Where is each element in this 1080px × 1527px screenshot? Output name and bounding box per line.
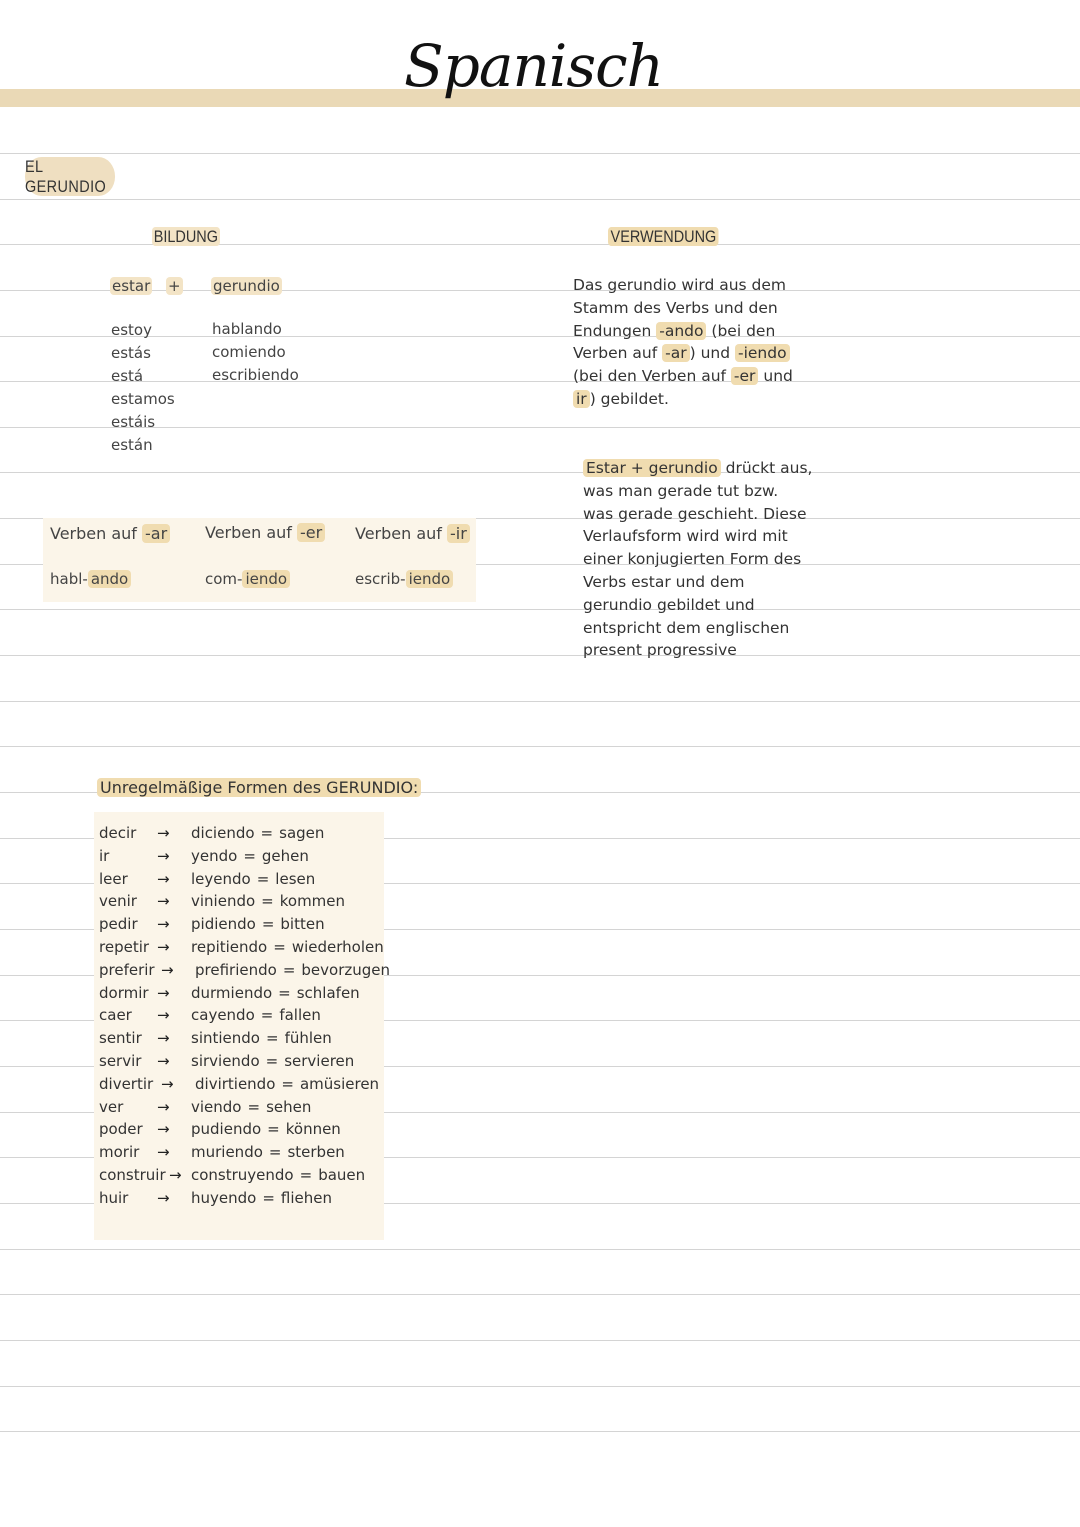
equals-sign: =	[265, 1029, 279, 1048]
german-meaning: servieren	[284, 1052, 355, 1070]
german-meaning: fühlen	[284, 1029, 332, 1048]
arrow-right-icon: →	[161, 1074, 174, 1093]
arrow-right-icon: →	[157, 915, 170, 934]
verwendung-paragraph-2: Estar + gerundio drückt aus, was man gerade tut bzw. was gerade geschieht. Diese Verlaufsform wird wird mit einer konjugierten Form des Verbs estar und dem gerundio gebildet und entspricht dem englischen present progressive	[583, 459, 813, 660]
infinitive: ver	[99, 1097, 124, 1116]
irregular-form-row	[99, 1166, 365, 1188]
gerundio-form: prefiriendo	[195, 960, 277, 979]
equals-sign: =	[256, 869, 270, 888]
irregular-heading: Unregelmäßige Formen des GERUNDIO:	[97, 778, 421, 797]
gerundio-form: repitiendo	[191, 938, 268, 956]
infinitive: poder	[99, 1120, 143, 1139]
infinitive: servir	[99, 1052, 142, 1070]
arrow-right-icon: →	[157, 824, 170, 842]
equals-sign: =	[243, 846, 256, 865]
irregular-form-row	[99, 892, 345, 914]
equals-sign: =	[299, 1166, 313, 1184]
german-meaning: wiederholen	[291, 938, 384, 956]
german-meaning: kommen	[279, 892, 346, 911]
gerundio-example: escribiendo	[212, 366, 299, 384]
gerundio-form: pudiendo	[191, 1120, 262, 1139]
topic-label: EL GERUNDIO	[25, 157, 115, 196]
page-title: Spanisch	[404, 32, 663, 100]
irregular-form-row	[99, 824, 324, 846]
endings-example-er: com- iendo	[205, 570, 290, 588]
formula-estar: estar	[112, 277, 151, 295]
equals-sign: =	[261, 892, 274, 911]
infinitive: construir	[99, 1166, 166, 1184]
estar-form: estoy	[111, 321, 152, 339]
gerundio-form: cayendo	[191, 1006, 255, 1025]
german-meaning: sterben	[287, 1143, 345, 1162]
arrow-right-icon: →	[157, 1097, 170, 1116]
equals-sign: =	[278, 983, 291, 1002]
german-meaning: fliehen	[280, 1188, 332, 1207]
infinitive: sentir	[99, 1029, 142, 1048]
irregular-form-row	[99, 938, 384, 960]
german-meaning: bitten	[280, 915, 325, 934]
irregular-form-row	[99, 1029, 332, 1051]
equals-sign: =	[261, 915, 275, 934]
german-meaning: können	[285, 1120, 341, 1139]
irregular-form-row	[99, 870, 315, 892]
infinitive: preferir	[99, 960, 155, 979]
formula-plus: +	[168, 277, 181, 295]
endings-example-ir: escrib- iendo	[355, 570, 453, 588]
verwendung-paragraph-1: Das gerundio wird aus dem Stamm des Verbs und den Endungen -ando (bei den Verben auf -ar ) und -iendo (bei den Verben auf -er und ir ) gebildet.	[573, 276, 793, 408]
verwendung-heading: VERWENDUNG	[608, 227, 719, 247]
estar-form: estáis	[111, 413, 156, 431]
german-meaning: sagen	[279, 824, 325, 842]
german-meaning: lesen	[275, 869, 316, 888]
gerundio-form: divirtiendo	[195, 1074, 276, 1093]
gerundio-form: durmiendo	[191, 983, 273, 1002]
infinitive: morir	[99, 1143, 140, 1162]
irregular-form-row	[99, 1120, 341, 1142]
arrow-right-icon: →	[169, 1166, 182, 1184]
infinitive: caer	[99, 1006, 132, 1025]
irregular-form-row	[99, 961, 390, 983]
arrow-right-icon: →	[157, 1120, 170, 1139]
irregular-form-row	[99, 1075, 379, 1097]
gerundio-form: diciendo	[191, 824, 255, 842]
infinitive: divertir	[99, 1074, 154, 1093]
infinitive: decir	[99, 824, 137, 842]
arrow-right-icon: →	[157, 1143, 170, 1162]
arrow-right-icon: →	[157, 892, 170, 911]
arrow-right-icon: →	[157, 1006, 170, 1025]
estar-form: están	[111, 436, 153, 454]
bildung-heading: BILDUNG	[153, 227, 218, 246]
german-meaning: sehen	[266, 1097, 312, 1116]
infinitive: huir	[99, 1188, 129, 1207]
infinitive: venir	[99, 892, 137, 911]
endings-example-ar: habl- ando	[50, 570, 131, 588]
german-meaning: fallen	[279, 1006, 321, 1025]
arrow-right-icon: →	[157, 938, 170, 956]
equals-sign: =	[267, 1120, 280, 1139]
equals-sign: =	[282, 960, 296, 979]
equals-sign: =	[260, 824, 274, 842]
gerundio-form: yendo	[191, 846, 238, 865]
irregular-form-row	[99, 1006, 321, 1028]
irregular-form-row	[99, 915, 325, 937]
equals-sign: =	[281, 1074, 294, 1093]
infinitive: repetir	[99, 938, 150, 956]
german-meaning: amüsieren	[299, 1074, 380, 1093]
irregular-form-row	[99, 984, 360, 1006]
german-meaning: gehen	[261, 846, 309, 865]
irregular-form-row	[99, 1052, 354, 1074]
gerundio-form: pidiendo	[191, 915, 256, 934]
irregular-form-row	[99, 847, 309, 869]
infinitive: ir	[99, 846, 110, 865]
equals-sign: =	[247, 1097, 261, 1116]
gerundio-form: leyendo	[191, 869, 251, 888]
gerundio-form: viendo	[191, 1097, 242, 1116]
gerundio-example: comiendo	[212, 343, 286, 361]
german-meaning: schlafen	[296, 983, 360, 1002]
arrow-right-icon: →	[157, 983, 170, 1002]
infinitive: leer	[99, 869, 128, 888]
irregular-form-row	[99, 1098, 311, 1120]
equals-sign: =	[262, 1188, 275, 1207]
gerundio-form: viniendo	[191, 892, 256, 911]
equals-sign: =	[273, 938, 286, 956]
estar-form: estás	[111, 344, 151, 362]
endings-header-ar: Verben auf -ar	[50, 524, 170, 543]
german-meaning: bauen	[318, 1166, 366, 1184]
gerundio-form: muriendo	[191, 1143, 263, 1162]
gerundio-form: huyendo	[191, 1188, 257, 1207]
endings-header-ir: Verben auf -ir	[355, 524, 470, 543]
endings-header-er: Verben auf -er	[205, 523, 325, 542]
gerundio-form: sintiendo	[191, 1029, 260, 1048]
equals-sign: =	[268, 1143, 282, 1162]
arrow-right-icon: →	[157, 1029, 170, 1048]
gerundio-form: sirviendo	[191, 1052, 260, 1070]
arrow-right-icon: →	[161, 960, 174, 979]
arrow-right-icon: →	[157, 846, 170, 865]
gerundio-example: hablando	[212, 320, 282, 338]
german-meaning: bevorzugen	[301, 960, 390, 979]
estar-form: está	[111, 367, 144, 385]
arrow-right-icon: →	[157, 1188, 170, 1207]
equals-sign: =	[265, 1052, 279, 1070]
gerundio-form: construyendo	[191, 1166, 294, 1184]
arrow-right-icon: →	[157, 1052, 170, 1070]
infinitive: pedir	[99, 915, 138, 934]
formula-gerundio: gerundio	[213, 277, 280, 295]
infinitive: dormir	[99, 983, 149, 1002]
estar-form: estamos	[111, 390, 175, 408]
equals-sign: =	[260, 1006, 274, 1025]
irregular-form-row	[99, 1143, 345, 1165]
arrow-right-icon: →	[157, 869, 170, 888]
irregular-form-row	[99, 1189, 332, 1211]
